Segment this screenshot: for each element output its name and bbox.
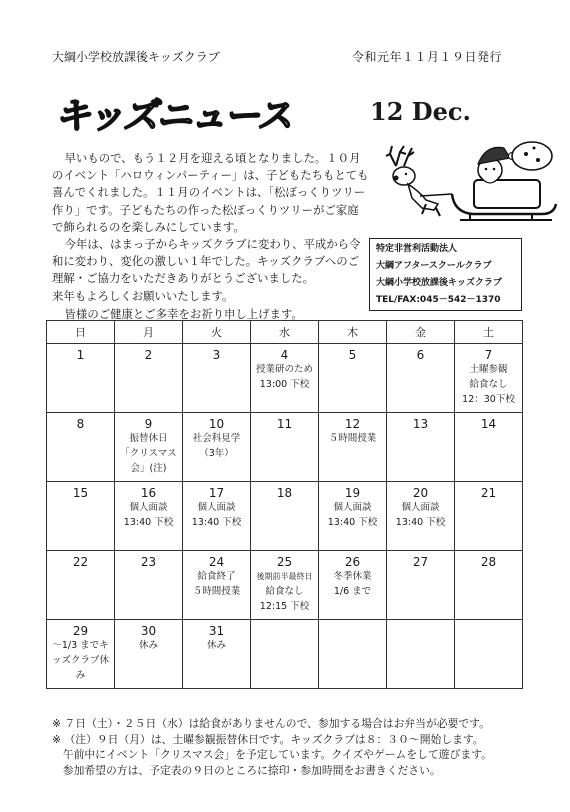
footnote: 午前中にイベント「クリスマス会」を予定しています。クイズやゲームをして遊びます。 <box>52 748 492 761</box>
day-number: 17 <box>208 486 225 500</box>
day-number: 16 <box>140 486 157 500</box>
weekday-header: 金 <box>387 321 455 344</box>
calendar-day-cell <box>251 620 319 689</box>
day-note: 個人面談 <box>129 502 168 513</box>
day-note: 個人面談 <box>197 502 236 513</box>
weekday-header: 日 <box>47 321 115 344</box>
day-number: 18 <box>276 486 293 500</box>
org-line: 大綱アフタースクールクラブ <box>376 261 492 271</box>
footnote: ※ （注）９日（月）は、土曜参観振替休日です。キッズクラブは８：３０～開始します。 <box>52 732 484 746</box>
calendar-week-row <box>47 620 523 689</box>
day-note: 会」(注) <box>130 463 167 474</box>
day-note: 1/6 まで <box>333 586 372 597</box>
day-note: 個人面談 <box>401 502 440 513</box>
intro-paragraph: 早いもので、もう１２月を迎える頃となりました。１０月のイベント「ハロウィンパーティー」は、子どもたちもとても喜んでくれました。１１月のイベントは、「松ぼっくりツリー作り」です。子どもたちの作った松ぼっくりツリーがご家庭で飾られるのを楽しみにしています。 <box>52 151 369 234</box>
day-number: 3 <box>212 348 221 362</box>
day-note: 12：30下校 <box>462 394 515 405</box>
day-note: 13:40 下校 <box>123 517 174 528</box>
calendar-day-cell <box>47 551 115 620</box>
calendar-week-row <box>47 551 523 620</box>
day-note: 後期前半最終日 <box>256 572 313 581</box>
calendar-day-cell <box>115 620 183 689</box>
calendar-day-cell <box>183 413 251 482</box>
day-number: 13 <box>412 417 429 431</box>
calendar-day-cell <box>387 620 455 689</box>
calendar-day-cell <box>455 413 523 482</box>
day-note: 12:15 下校 <box>259 601 310 612</box>
calendar-day-cell <box>319 620 387 689</box>
calendar-week-row <box>47 413 523 482</box>
day-note: 13:40 下校 <box>395 517 446 528</box>
day-note: ッズクラブ休 <box>51 655 109 666</box>
calendar-day-cell <box>47 344 115 413</box>
calendar-day-cell <box>115 551 183 620</box>
org-line: 特定非営利活動法人 <box>376 244 458 254</box>
day-note: 給食なし <box>469 379 508 390</box>
december-calendar <box>46 320 523 689</box>
day-number: 14 <box>480 417 497 431</box>
calendar-day-cell <box>47 413 115 482</box>
day-number: 5 <box>348 348 357 362</box>
calendar-day-cell <box>387 344 455 413</box>
day-note: 授業研のため <box>255 364 313 375</box>
day-note: 「クリスマス <box>120 448 177 459</box>
calendar-day-cell <box>183 620 251 689</box>
day-number: 15 <box>72 486 89 500</box>
day-number: 1 <box>76 348 85 362</box>
day-note: 土曜参観 <box>469 364 508 375</box>
calendar-body <box>47 344 523 689</box>
calendar-day-cell <box>183 482 251 551</box>
day-number: 29 <box>72 624 89 638</box>
intro-paragraph: 来年もよろしくお願いいたします。 <box>52 288 234 303</box>
calendar-day-cell <box>387 482 455 551</box>
greeting-text: 皆様のご健康とご多幸をお祈り申し上げます。 <box>64 307 303 321</box>
calendar-day-cell <box>251 413 319 482</box>
day-note: 給食終了 <box>197 571 236 582</box>
day-note: み <box>75 670 86 681</box>
day-number: 9 <box>144 417 153 431</box>
calendar-day-cell <box>455 344 523 413</box>
day-number: 31 <box>208 624 225 638</box>
day-number: 25 <box>276 555 293 569</box>
day-number: 24 <box>208 555 225 569</box>
calendar-day-cell <box>115 482 183 551</box>
day-note: ～1/3 までキ <box>52 640 109 651</box>
weekday-header: 火 <box>183 321 251 344</box>
day-note: 13:40 下校 <box>191 517 242 528</box>
calendar-day-cell <box>251 551 319 620</box>
day-note: ５時間授業 <box>192 586 241 597</box>
calendar-day-cell <box>387 413 455 482</box>
day-number: 21 <box>480 486 497 500</box>
calendar-day-cell <box>319 482 387 551</box>
month-label: 12 Dec. <box>370 97 471 126</box>
day-number: 4 <box>280 348 289 362</box>
calendar-day-cell <box>319 413 387 482</box>
day-number: 7 <box>484 348 493 362</box>
calendar-day-cell <box>319 344 387 413</box>
day-note: 給食なし <box>265 586 304 597</box>
day-number: 11 <box>276 417 293 431</box>
day-note: 13:00 下校 <box>259 379 310 390</box>
day-note: 休み <box>138 640 158 651</box>
calendar-day-cell <box>251 344 319 413</box>
day-number: 19 <box>344 486 361 500</box>
org-phone: TEL/FAX:045－542－1370 <box>376 295 501 305</box>
calendar-day-cell <box>251 482 319 551</box>
club-name: 大綱小学校放課後キッズクラブ <box>52 50 220 64</box>
footnotes <box>52 716 552 778</box>
calendar-day-cell <box>183 344 251 413</box>
calendar-day-cell <box>455 551 523 620</box>
day-note: 休み <box>206 640 226 651</box>
day-note: 振替休日 <box>129 433 168 444</box>
footnote: ※ ７日（土）・２５日（水）は給食がありませんので、参加する場合はお弁当が必要です。 <box>52 717 490 730</box>
day-number: 10 <box>208 417 225 431</box>
calendar-day-cell <box>115 413 183 482</box>
day-number: 26 <box>344 555 361 569</box>
day-number: 28 <box>480 555 497 569</box>
org-line: 大綱小学校放課後キッズクラブ <box>376 278 502 288</box>
weekday-header: 木 <box>319 321 387 344</box>
day-note: 13:40 下校 <box>327 517 378 528</box>
day-number: 2 <box>144 348 153 362</box>
weekday-header: 水 <box>251 321 319 344</box>
calendar-week-row <box>47 344 523 413</box>
day-number: 23 <box>140 555 157 569</box>
issue-date: 令和元年１１月１９日発行 <box>352 50 503 64</box>
day-note: ５時間授業 <box>328 433 377 444</box>
calendar-day-cell <box>455 482 523 551</box>
day-note: 冬季休業 <box>333 571 372 582</box>
calendar-day-cell <box>47 620 115 689</box>
day-number: 27 <box>412 555 429 569</box>
footnote: 参加希望の方は、予定表の９日のところに捺印・参加時間をお書きください。 <box>52 763 441 777</box>
weekday-header-row <box>47 321 523 344</box>
day-number: 30 <box>140 624 157 638</box>
calendar-day-cell <box>47 482 115 551</box>
day-note: （3年） <box>199 448 234 459</box>
intro-paragraph: 今年は、はまっ子からキッズクラブに変わり、平成から令和に変わり、変化の激しい１年でした。キッズクラブへのご理解・ご協力をいただきありがとうございました。 <box>52 237 361 286</box>
weekday-header: 土 <box>455 321 523 344</box>
calendar-day-cell <box>319 551 387 620</box>
organization-box <box>369 238 522 311</box>
calendar-day-cell <box>455 620 523 689</box>
day-number: 6 <box>416 348 425 362</box>
calendar-day-cell <box>387 551 455 620</box>
reindeer-santa-illustration <box>382 134 562 229</box>
weekday-header: 月 <box>115 321 183 344</box>
day-number: 8 <box>76 417 85 431</box>
calendar-day-cell <box>115 344 183 413</box>
day-number: 12 <box>344 417 361 431</box>
day-number: 22 <box>72 555 89 569</box>
calendar-week-row <box>47 482 523 551</box>
intro-text <box>52 150 370 305</box>
calendar-day-cell <box>183 551 251 620</box>
newsletter-title: キッズニュース <box>53 96 297 137</box>
day-note: 社会科見学 <box>192 433 241 444</box>
day-number: 20 <box>412 486 429 500</box>
day-note: 個人面談 <box>333 502 372 513</box>
